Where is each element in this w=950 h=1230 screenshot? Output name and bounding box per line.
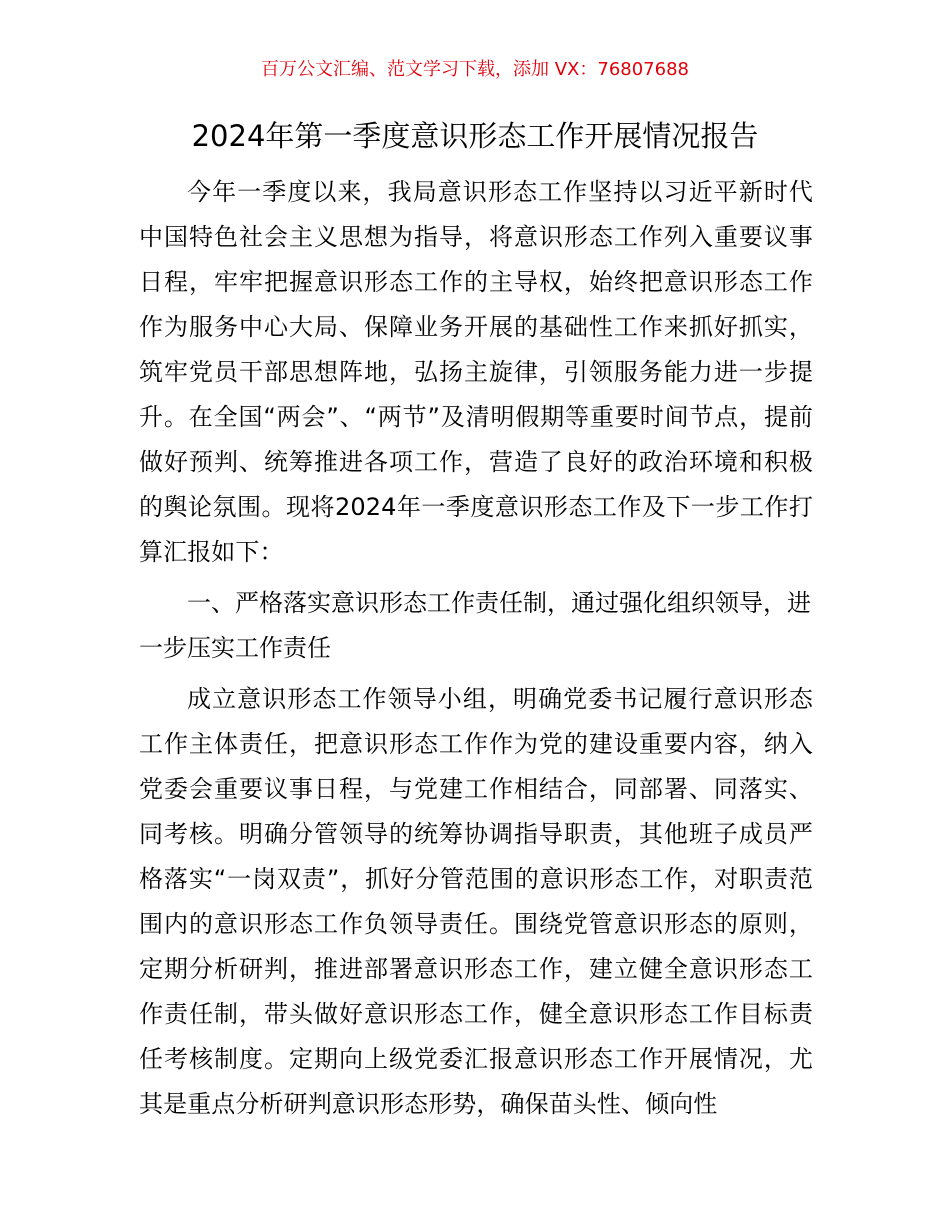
watermark-text: 百万公文汇编、范文学习下载，添加 VX：76807688 bbox=[261, 59, 689, 80]
paragraph-section-1: 成立意识形态工作领导小组，明确党委书记履行意识形态工作主体责任，把意识形态工作作为党的建设重要内容，纳入党委会重要议事日程，与党建工作相结合，同部署、同落实、同考核。明确分管领导的统筹协调指导职责，其他班子成员严格落实“一岗双责”，抓好分管范围的意识形态工作，对职责范围内的意识形态工作负领导责任。围绕党管意识形态的原则，定期分析研判，推进部署意识形态工作，建立健全意识形态工作责任制，带头做好意识形态工作，健全意识形态工作目标责任考核制度。定期向上级党委汇报意识形态工作开展情况，尤其是重点分析研判意识形态形势，确保苗头性、倾向性 bbox=[139, 685, 813, 1118]
document-body bbox=[139, 170, 813, 1127]
paragraph-intro: 今年一季度以来，我局意识形态工作坚持以习近平新时代中国特色社会主义思想为指导，将意识形态工作列入重要议事日程，牢牢把握意识形态工作的主导权，始终把意识形态工作作为服务中心大局、保障业务开展的基础性工作来抓好抓实，筑牢党员干部思想阵地，弘扬主旋律，引领服务能力进一步提升。在全国“两会”、“两节”及清明假期等重要时间节点，提前做好预判、统筹推进各项工作，营造了良好的政治环境和积极的舆论氛围。现将2024年一季度意识形态工作及下一步工作打算汇报如下： bbox=[139, 178, 813, 566]
page-title: 2024年第一季度意识形态工作开展情况报告 bbox=[191, 119, 759, 153]
section-heading-1: 一、严格落实意识形态工作责任制，通过强化组织领导，进一步压实工作责任 bbox=[139, 589, 811, 662]
